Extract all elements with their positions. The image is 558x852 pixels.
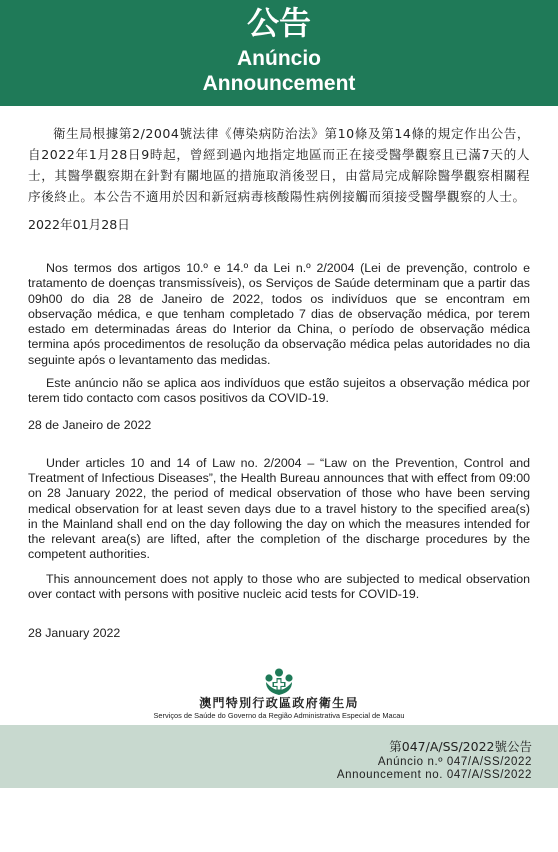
chinese-date: 2022年01月28日 <box>28 217 130 232</box>
reference-number-chinese: 第047/A/SS/2022號公告 <box>389 739 532 754</box>
footer-organization <box>0 668 558 721</box>
organization-name-portuguese: Serviços de Saúde do Governo da Região Administrativa Especial de Macau <box>153 711 405 720</box>
reference-band <box>0 725 558 788</box>
portuguese-paragraph-2: Este anúncio não se aplica aos indivíduos que estão sujeitos a observação médica por terem tido contacto com casos positivos da COVID-19. <box>28 376 530 406</box>
announcement-header <box>0 0 558 106</box>
english-paragraph-1: Under articles 10 and 14 of Law no. 2/2004 – “Law on the Prevention, Control and Treatment of Infectious Diseases”, the Health Bureau announces that with effect from 09:00 on 28 January 2022, the period of medical observation of those who have been serving medical observation for at least seven days due to a travel history to the specified area(s) in the Mainland shall end on the day following the day on which the measures intended for the relevant area(s) are lifted, after the completion of the discharge procedures by the competent authorities. <box>28 455 530 562</box>
reference-number-english: Announcement no. 047/A/SS/2022 <box>336 769 532 781</box>
portuguese-date: 28 de Janeiro de 2022 <box>28 417 152 432</box>
title-portuguese: Anúncio <box>237 47 321 70</box>
organization-name-chinese: 澳門特別行政區政府衛生局 <box>199 696 359 710</box>
chinese-paragraph: 衛生局根據第2/2004號法律《傳染病防治法》第10條及第14條的規定作出公告，自2022年1月28日9時起，曾經到過內地指定地區而正在接受醫學觀察且已滿7天的人士，其醫學觀察期在針對有關地區的措施取消後翌日，由當局完成解除醫學觀察相關程序後終止。本公告不適用於因和新冠病毒核酸陽性病例接觸而須接受醫學觀察的人士。 <box>28 126 530 204</box>
title-chinese: 公告 <box>246 4 311 42</box>
english-date: 28 January 2022 <box>28 626 121 641</box>
announcement-body <box>28 123 530 641</box>
portuguese-paragraph-1: Nos termos dos artigos 10.º e 14.º da Lei n.º 2/2004 (Lei de prevenção, controlo e tratamento de doenças transmissíveis), os Serviços de Saúde determinam que a partir das 09h00 do dia 28 de Janeiro de 2022, todos os indivíduos que se encontram em observação médica, e que tenham completado 7 dias de observação médica, por terem estado em determinadas áreas do Interior da China, o período de observação médica termina após procedimentos de resolução da observação médica pelas autoridades no dia seguinte após o levantamento das medidas. <box>28 261 530 367</box>
reference-number-portuguese: Anúncio n.º 047/A/SS/2022 <box>377 756 532 768</box>
health-bureau-logo-icon <box>264 668 294 696</box>
title-english: Announcement <box>202 72 356 95</box>
english-paragraph-2: This announcement does not apply to those who are subjected to medical observation over contact with persons with positive nucleic acid tests for COVID-19. <box>28 571 530 602</box>
